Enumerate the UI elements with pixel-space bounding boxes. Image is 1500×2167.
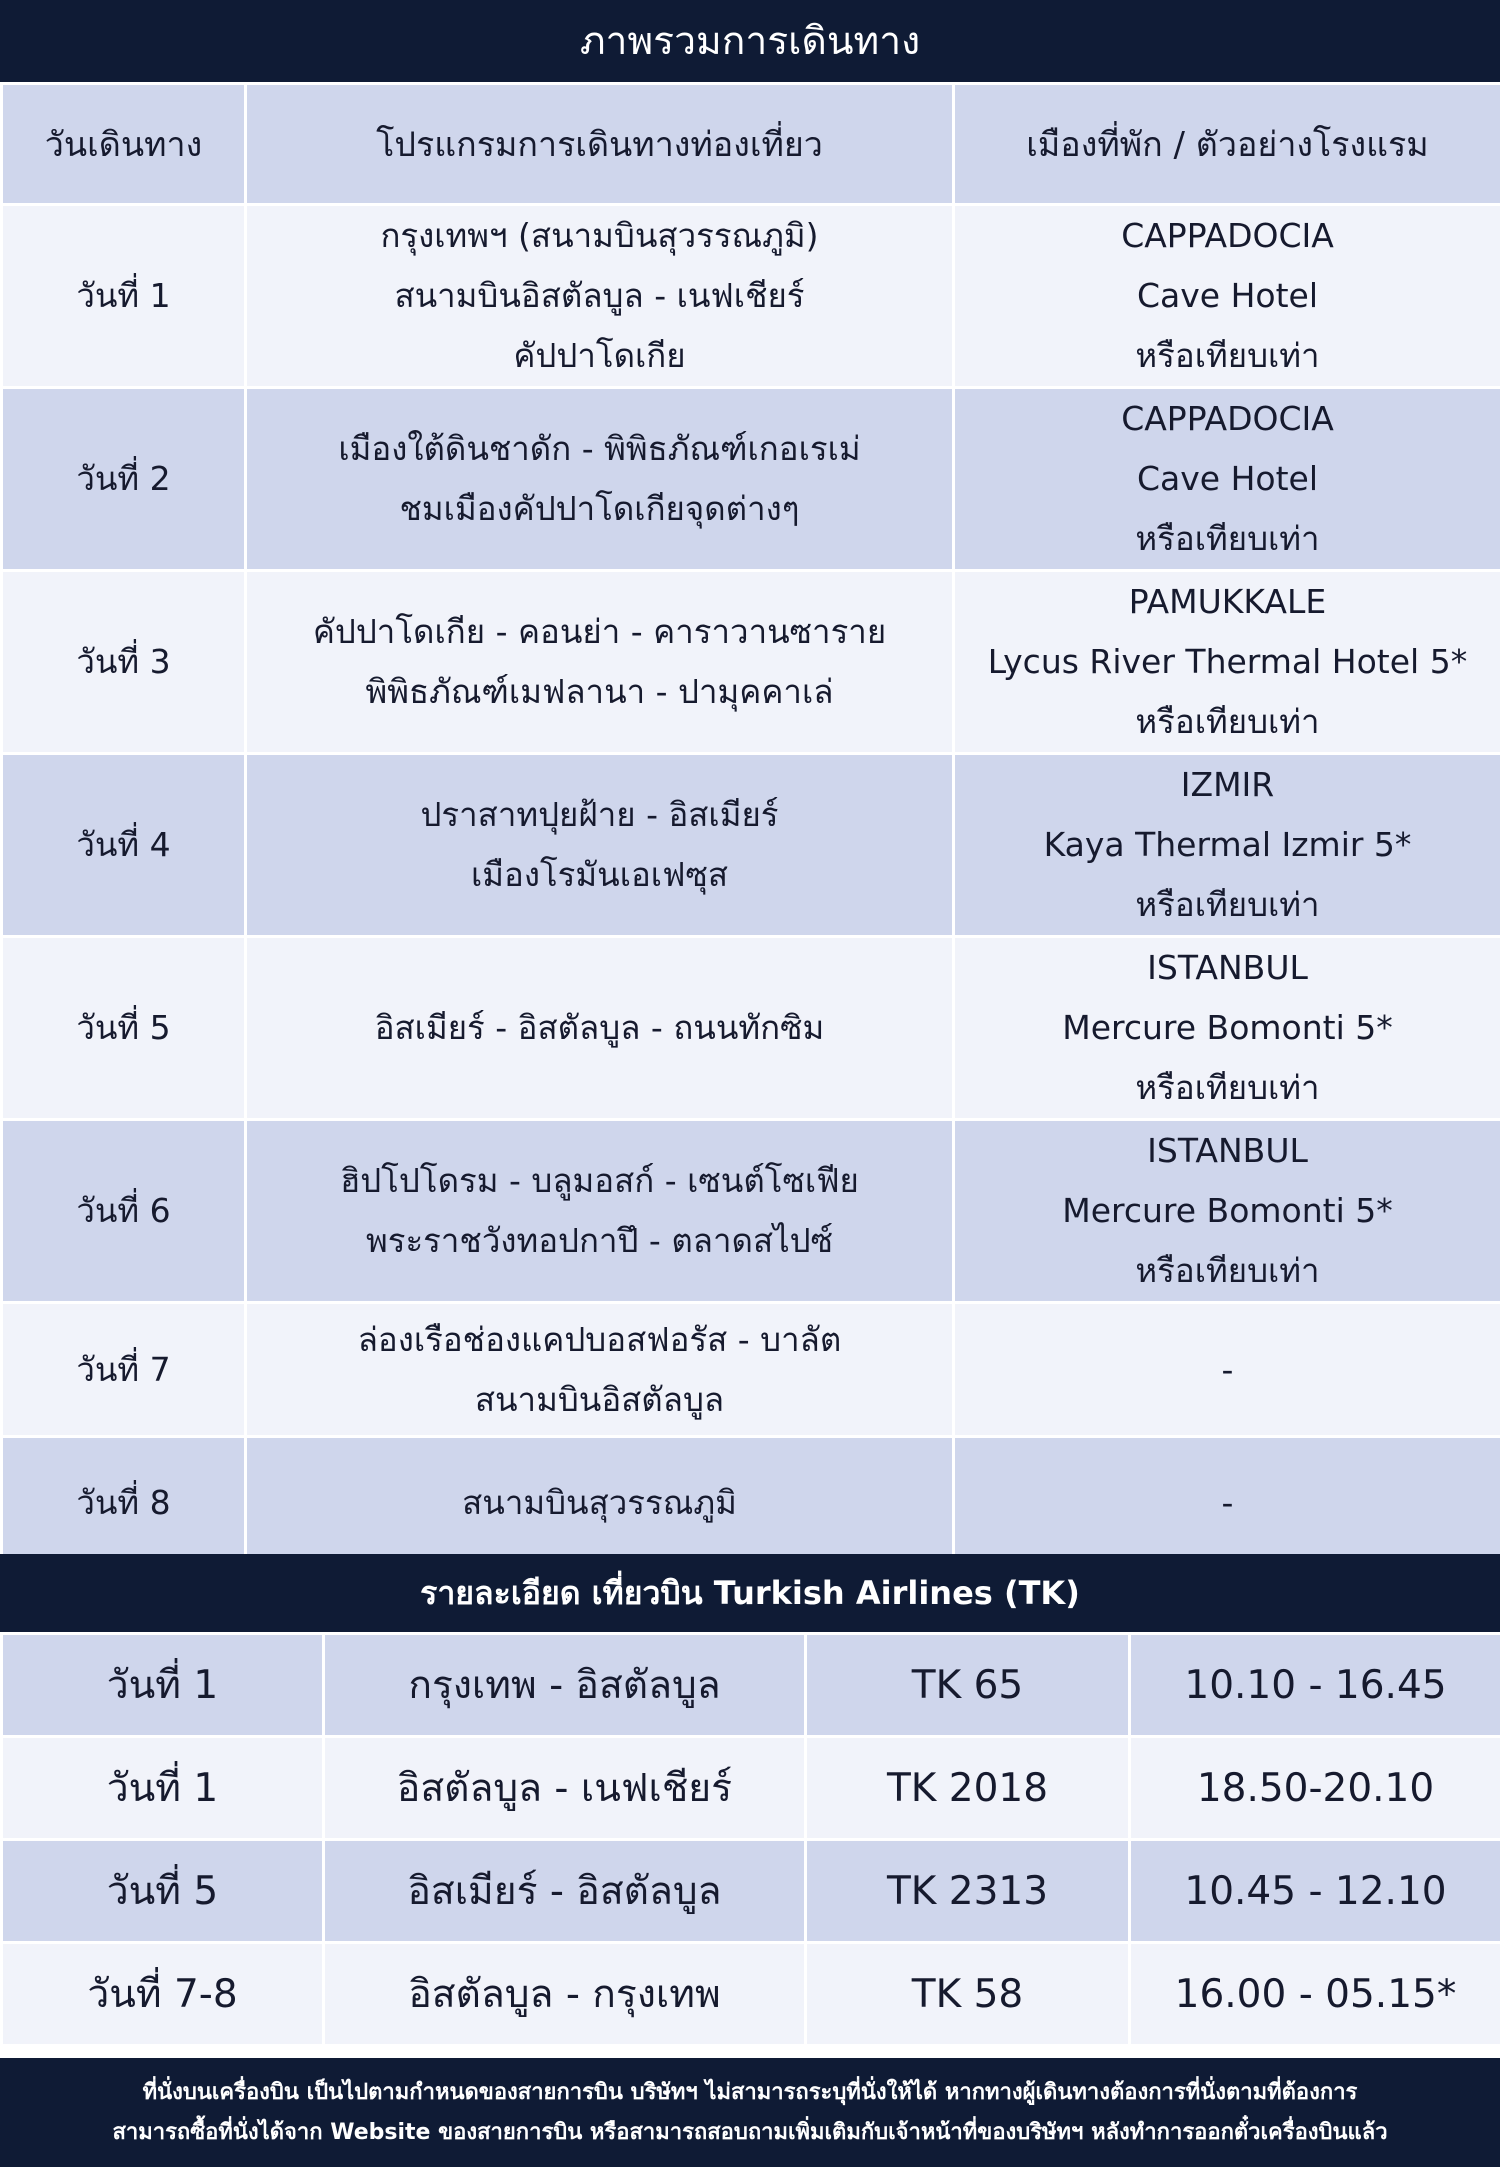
flight-flight: TK 58	[806, 1943, 1130, 2046]
hotel-line: หรือเทียบเท่า	[1135, 885, 1320, 924]
flight-day: วันที่ 1	[2, 1737, 324, 1840]
flight-row	[2, 1943, 1500, 2046]
itinerary-row	[2, 754, 1500, 937]
header-day: วันเดินทาง	[2, 84, 246, 205]
hotel-line: PAMUKKALE	[1128, 582, 1327, 621]
itinerary-day: วันที่ 6	[2, 1120, 246, 1303]
flight-row	[2, 1840, 1500, 1943]
seat-note-line-1: ที่นั่งบนเครื่องบิน เป็นไปตามกำหนดของสายการบิน บริษัทฯ ไม่สามารถระบุที่นั่งให้ได้ หากทางผู้เดินทางต้องการที่นั่งตามที่ต้องการ	[142, 2079, 1358, 2105]
itinerary-program	[246, 205, 954, 388]
hotel-line: หรือเทียบเท่า	[1135, 336, 1320, 375]
itinerary-program	[246, 1120, 954, 1303]
flight-day: วันที่ 7-8	[2, 1943, 324, 2046]
itinerary-day: วันที่ 4	[2, 754, 246, 937]
hotel-line: ISTANBUL	[1147, 1131, 1308, 1170]
flight-day: วันที่ 1	[2, 1634, 324, 1737]
hotel-line: หรือเทียบเท่า	[1135, 1068, 1320, 1107]
flight-time: 10.45 - 12.10	[1130, 1840, 1500, 1943]
program-line: เมืองโรมันเอเฟซุส	[470, 855, 728, 894]
program-line: กรุงเทพฯ (สนามบินสุวรรณภูมิ)	[380, 216, 819, 255]
hotel-line: Kaya Thermal Izmir 5*	[1043, 825, 1412, 864]
hotel-line: Mercure Bomonti 5*	[1062, 1191, 1393, 1230]
itinerary-day: วันที่ 5	[2, 937, 246, 1120]
page-title: ภาพรวมการเดินทาง	[0, 0, 1500, 82]
itinerary-row	[2, 388, 1500, 571]
itinerary-program	[246, 388, 954, 571]
hotel-line: หรือเทียบเท่า	[1135, 702, 1320, 741]
itinerary-hotel	[954, 571, 1500, 754]
header-hotel: เมืองที่พัก / ตัวอย่างโรงแรม	[954, 84, 1500, 205]
program-line: ฮิปโปโดรม - บลูมอสก์ - เซนต์โซเฟีย	[340, 1161, 859, 1200]
flight-table	[0, 1632, 1500, 2047]
hotel-line: Cave Hotel	[1136, 459, 1318, 498]
itinerary-hotel	[954, 205, 1500, 388]
itinerary-day: วันที่ 7	[2, 1303, 246, 1437]
program-line: พิพิธภัณฑ์เมฟลานา - ปามุคคาเล่	[365, 672, 834, 711]
hotel-line: -	[1221, 1482, 1234, 1522]
itinerary-day: วันที่ 3	[2, 571, 246, 754]
program-line: สนามบินอิสตัลบูล	[474, 1379, 725, 1419]
seat-note-line-2: สามารถซื้อที่นั่งได้จาก Website ของสายการบิน หรือสามารถสอบถามเพิ่มเติมกับเจ้าหน้าที่ของบริษัทฯ หลังทำการออกตั๋วเครื่องบินแล้ว	[112, 2119, 1388, 2145]
hotel-line: CAPPADOCIA	[1121, 216, 1334, 255]
flight-flight: TK 2018	[806, 1737, 1130, 1840]
itinerary-header-row	[2, 84, 1500, 205]
itinerary-program	[246, 937, 954, 1120]
program-line: สนามบินสุวรรณภูมิ	[462, 1482, 737, 1522]
itinerary-hotel	[954, 937, 1500, 1120]
program-line: ชมเมืองคัปปาโดเกียจุดต่างๆ	[399, 489, 800, 528]
program-line: สนามบินอิสตัลบูล - เนฟเชียร์	[394, 276, 805, 315]
flight-route: อิสเมียร์ - อิสตัลบูล	[324, 1840, 806, 1943]
flight-row	[2, 1737, 1500, 1840]
itinerary-row	[2, 1437, 1500, 1569]
itinerary-program	[246, 1437, 954, 1569]
hotel-line: Mercure Bomonti 5*	[1062, 1008, 1393, 1047]
program-line: อิสเมียร์ - อิสตัลบูล - ถนนทักซิม	[374, 1008, 825, 1047]
program-line: ล่องเรือช่องแคปบอสฟอรัส - บาลัต	[357, 1319, 842, 1359]
flight-time: 18.50-20.10	[1130, 1737, 1500, 1840]
flight-flight: TK 2313	[806, 1840, 1130, 1943]
program-line: ปราสาทปุยฝ้าย - อิสเมียร์	[420, 795, 779, 834]
itinerary-hotel	[954, 388, 1500, 571]
itinerary-row	[2, 205, 1500, 388]
flight-time: 16.00 - 05.15*	[1130, 1943, 1500, 2046]
itinerary-hotel	[954, 1303, 1500, 1437]
itinerary-hotel	[954, 1120, 1500, 1303]
program-line: พระราชวังทอปกาปึ - ตลาดสไปซ์	[365, 1221, 834, 1260]
program-line: เมืองใต้ดินชาดัก - พิพิธภัณฑ์เกอเรเม่	[338, 429, 861, 468]
itinerary-hotel	[954, 1437, 1500, 1569]
hotel-line: -	[1221, 1349, 1234, 1389]
flight-route: กรุงเทพ - อิสตัลบูล	[324, 1634, 806, 1737]
hotel-line: หรือเทียบเท่า	[1135, 519, 1320, 558]
itinerary-row	[2, 937, 1500, 1120]
itinerary-day: วันที่ 8	[2, 1437, 246, 1569]
hotel-line: CAPPADOCIA	[1121, 399, 1334, 438]
hotel-line: IZMIR	[1180, 765, 1275, 804]
hotel-line: หรือเทียบเท่า	[1135, 1251, 1320, 1290]
hotel-line: Cave Hotel	[1136, 276, 1318, 315]
hotel-line: ISTANBUL	[1147, 948, 1308, 987]
itinerary-day: วันที่ 1	[2, 205, 246, 388]
program-line: คัปปาโดเกีย - คอนย่า - คาราวานซาราย	[312, 612, 887, 651]
itinerary-program	[246, 1303, 954, 1437]
program-line: คัปปาโดเกีย	[513, 336, 686, 375]
itinerary-hotel	[954, 754, 1500, 937]
flight-flight: TK 65	[806, 1634, 1130, 1737]
flight-row	[2, 1634, 1500, 1737]
hotel-line: Lycus River Thermal Hotel 5*	[987, 642, 1468, 681]
flight-day: วันที่ 5	[2, 1840, 324, 1943]
itinerary-row	[2, 1303, 1500, 1437]
header-program: โปรแกรมการเดินทางท่องเที่ยว	[246, 84, 954, 205]
itinerary-table	[0, 82, 1500, 1570]
itinerary-day: วันที่ 2	[2, 388, 246, 571]
flight-section-title: รายละเอียด เที่ยวบิน Turkish Airlines (TK)	[0, 1554, 1500, 1632]
itinerary-program	[246, 571, 954, 754]
flight-route: อิสตัลบูล - เนฟเชียร์	[324, 1737, 806, 1840]
itinerary-row	[2, 571, 1500, 754]
itinerary-program	[246, 754, 954, 937]
flight-time: 10.10 - 16.45	[1130, 1634, 1500, 1737]
flight-route: อิสตัลบูล - กรุงเทพ	[324, 1943, 806, 2046]
itinerary-row	[2, 1120, 1500, 1303]
seat-note	[0, 2058, 1500, 2167]
